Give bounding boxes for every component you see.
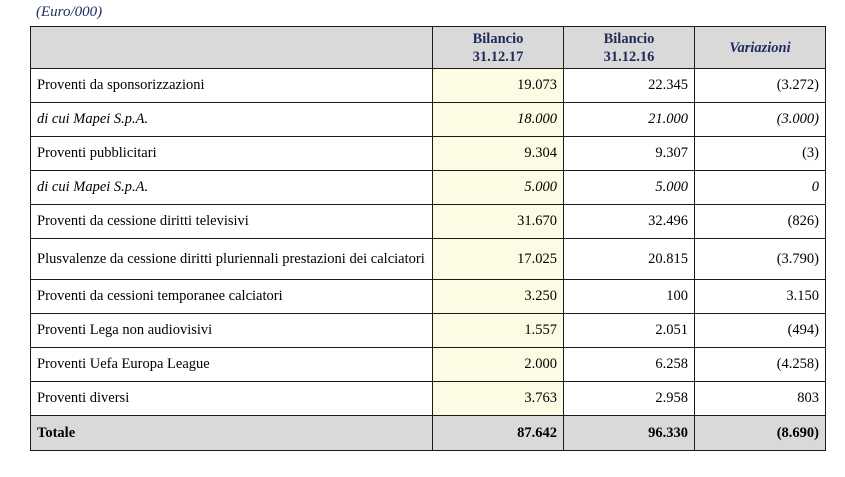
total-row bbox=[31, 416, 826, 451]
value-variation: 803 bbox=[695, 382, 826, 416]
value-2016: 2.958 bbox=[564, 382, 695, 416]
value-2017: 3.763 bbox=[433, 382, 564, 416]
total-2017: 87.642 bbox=[433, 416, 564, 451]
row-label: Proventi Uefa Europa League bbox=[31, 348, 433, 382]
row-label: Proventi da cessione diritti televisivi bbox=[31, 205, 433, 239]
value-2016: 9.307 bbox=[564, 137, 695, 171]
row-label: Proventi da cessioni temporanee calciatori bbox=[31, 280, 433, 314]
table-row bbox=[31, 348, 826, 382]
header-2016-line2: 31.12.16 bbox=[603, 48, 655, 65]
header-variazioni: Variazioni bbox=[695, 27, 826, 69]
total-variation: (8.690) bbox=[695, 416, 826, 451]
table-row bbox=[31, 314, 826, 348]
value-2016: 32.496 bbox=[564, 205, 695, 239]
row-label: di cui Mapei S.p.A. bbox=[31, 103, 433, 137]
value-2016: 21.000 bbox=[564, 103, 695, 137]
table-row bbox=[31, 103, 826, 137]
row-label: Plusvalenze da cessione diritti pluriennali prestazioni dei calciatori bbox=[31, 239, 433, 280]
table-row bbox=[31, 137, 826, 171]
row-label: Proventi Lega non audiovisivi bbox=[31, 314, 433, 348]
value-2017: 9.304 bbox=[433, 137, 564, 171]
value-variation: (3) bbox=[695, 137, 826, 171]
value-2017: 17.025 bbox=[433, 239, 564, 280]
table-row bbox=[31, 205, 826, 239]
value-2016: 6.258 bbox=[564, 348, 695, 382]
value-2017: 5.000 bbox=[433, 171, 564, 205]
value-variation: (4.258) bbox=[695, 348, 826, 382]
value-variation: (3.272) bbox=[695, 69, 826, 103]
table-row bbox=[31, 382, 826, 416]
header-2017 bbox=[433, 27, 564, 69]
value-2016: 22.345 bbox=[564, 69, 695, 103]
unit-note: (Euro/000) bbox=[36, 4, 103, 20]
total-2016: 96.330 bbox=[564, 416, 695, 451]
revenue-table bbox=[30, 26, 826, 451]
value-variation: (494) bbox=[695, 314, 826, 348]
value-variation: 0 bbox=[695, 171, 826, 205]
header-2016 bbox=[564, 27, 695, 69]
total-label: Totale bbox=[31, 416, 433, 451]
value-variation: (3.790) bbox=[695, 239, 826, 280]
value-2017: 19.073 bbox=[433, 69, 564, 103]
value-variation: (826) bbox=[695, 205, 826, 239]
value-variation: 3.150 bbox=[695, 280, 826, 314]
table-header-row bbox=[31, 27, 826, 69]
table-row bbox=[31, 171, 826, 205]
header-2017-line1: Bilancio bbox=[472, 30, 524, 47]
value-variation: (3.000) bbox=[695, 103, 826, 137]
value-2016: 100 bbox=[564, 280, 695, 314]
row-label: di cui Mapei S.p.A. bbox=[31, 171, 433, 205]
value-2017: 3.250 bbox=[433, 280, 564, 314]
value-2016: 20.815 bbox=[564, 239, 695, 280]
row-label: Proventi pubblicitari bbox=[31, 137, 433, 171]
header-2017-line2: 31.12.17 bbox=[472, 48, 524, 65]
header-2016-line1: Bilancio bbox=[603, 30, 655, 47]
table-row bbox=[31, 239, 826, 280]
value-2017: 2.000 bbox=[433, 348, 564, 382]
header-label-cell bbox=[31, 27, 433, 69]
row-label: Proventi da sponsorizzazioni bbox=[31, 69, 433, 103]
value-2017: 31.670 bbox=[433, 205, 564, 239]
value-2017: 1.557 bbox=[433, 314, 564, 348]
value-2016: 2.051 bbox=[564, 314, 695, 348]
table-row bbox=[31, 280, 826, 314]
value-2017: 18.000 bbox=[433, 103, 564, 137]
value-2016: 5.000 bbox=[564, 171, 695, 205]
row-label: Proventi diversi bbox=[31, 382, 433, 416]
table-row bbox=[31, 69, 826, 103]
